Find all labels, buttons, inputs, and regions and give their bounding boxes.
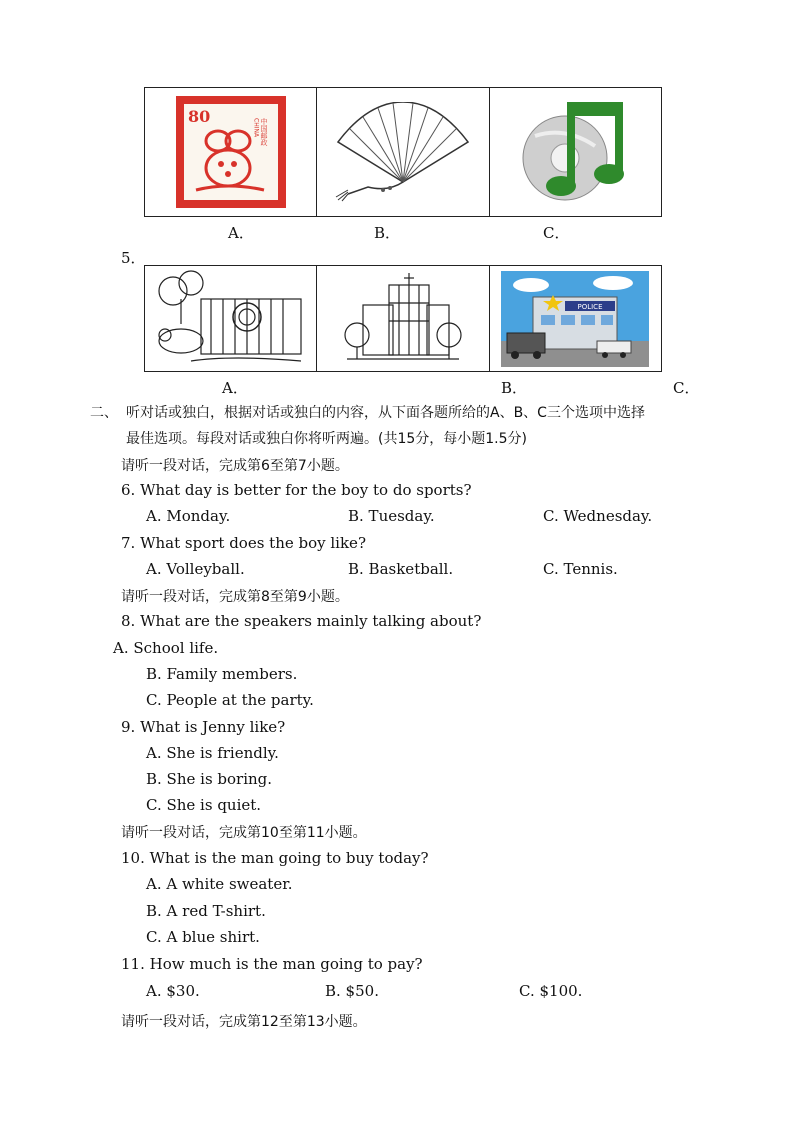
q5-option-b-image <box>317 266 489 371</box>
q7-option-a: A. Volleyball. <box>146 560 245 578</box>
church-building-image <box>343 269 463 369</box>
zoo-image <box>151 269 311 369</box>
instruction-dialogue-4: 请听一段对话，完成第12至第13小题。 <box>121 1014 367 1030</box>
q8-option-a: A. School life. <box>113 639 219 657</box>
instruction-dialogue-1: 请听一段对话，完成第6至第7小题。 <box>121 458 349 474</box>
question-7: 7. What sport does the boy like? <box>121 534 366 552</box>
q4-option-a-label: A． <box>228 224 254 242</box>
q4-option-c-image <box>490 88 661 216</box>
q7-option-c: C. Tennis. <box>543 560 618 578</box>
q5-option-a-label: A． <box>222 379 248 397</box>
q5-option-c-label: C． <box>673 379 700 397</box>
q4-option-b-image <box>317 88 489 216</box>
question-11: 11. How much is the man going to pay? <box>121 955 423 973</box>
q10-option-b: B. A red T-shirt. <box>146 902 266 920</box>
q9-option-c: C. She is quiet. <box>146 796 262 814</box>
question-9: 9. What is Jenny like? <box>121 718 286 736</box>
q6-option-a: A. Monday. <box>146 507 231 525</box>
question-10: 10. What is the man going to buy today? <box>121 849 429 867</box>
section-heading-line1: 听对话或独白，根据对话或独白的内容，从下面各题所给的A、B、C三个选项中选择 <box>126 405 645 421</box>
instruction-dialogue-2: 请听一段对话，完成第8至第9小题。 <box>121 589 349 605</box>
q10-option-c: C. A blue shirt. <box>146 928 260 946</box>
stamp-text: 中国邮政 <box>259 118 268 146</box>
section-heading-line2: 最佳选项。每段对话或独白你将听两遍。(共15分，每小题1.5分) <box>126 431 528 447</box>
q7-option-b: B. Basketball. <box>348 560 454 578</box>
q4-image-row <box>144 87 662 217</box>
q11-option-b: B. $50. <box>325 982 379 1000</box>
q5-image-row <box>144 265 662 372</box>
q4-option-c-label: C． <box>543 224 570 242</box>
q5-option-b-label: B． <box>501 379 528 397</box>
q8-option-b: B. Family members. <box>146 665 298 683</box>
q4-option-b-label: B． <box>374 224 401 242</box>
q5-option-a-image <box>145 266 317 371</box>
question-8: 8. What are the speakers mainly talking about? <box>121 612 482 630</box>
section-number: 二、 <box>90 405 118 421</box>
q6-option-b: B. Tuesday. <box>348 507 435 525</box>
question-6: 6. What day is better for the boy to do sports? <box>121 481 472 499</box>
stamp-side-text: CHINA <box>252 118 260 138</box>
q9-option-a: A. She is friendly. <box>146 744 279 762</box>
q5-option-c-image <box>490 266 661 371</box>
police-sign: POLICE <box>577 302 603 311</box>
q10-option-a: A. A white sweater. <box>146 875 293 893</box>
q9-option-b: B. She is boring. <box>146 770 273 788</box>
q8-option-c: C. People at the party. <box>146 691 314 709</box>
police-station-image <box>501 271 649 367</box>
q4-option-a-image <box>145 88 317 216</box>
stamp-value: 80 <box>187 107 210 126</box>
stamp-image <box>176 96 286 208</box>
folding-fan-image <box>328 102 478 202</box>
cd-music-note-image <box>515 96 635 208</box>
instruction-dialogue-3: 请听一段对话，完成第10至第11小题。 <box>121 825 367 841</box>
q11-option-a: A. $30. <box>146 982 200 1000</box>
q5-number: 5． <box>121 249 146 267</box>
q11-option-c: C. $100. <box>519 982 583 1000</box>
q6-option-c: C. Wednesday. <box>543 507 653 525</box>
